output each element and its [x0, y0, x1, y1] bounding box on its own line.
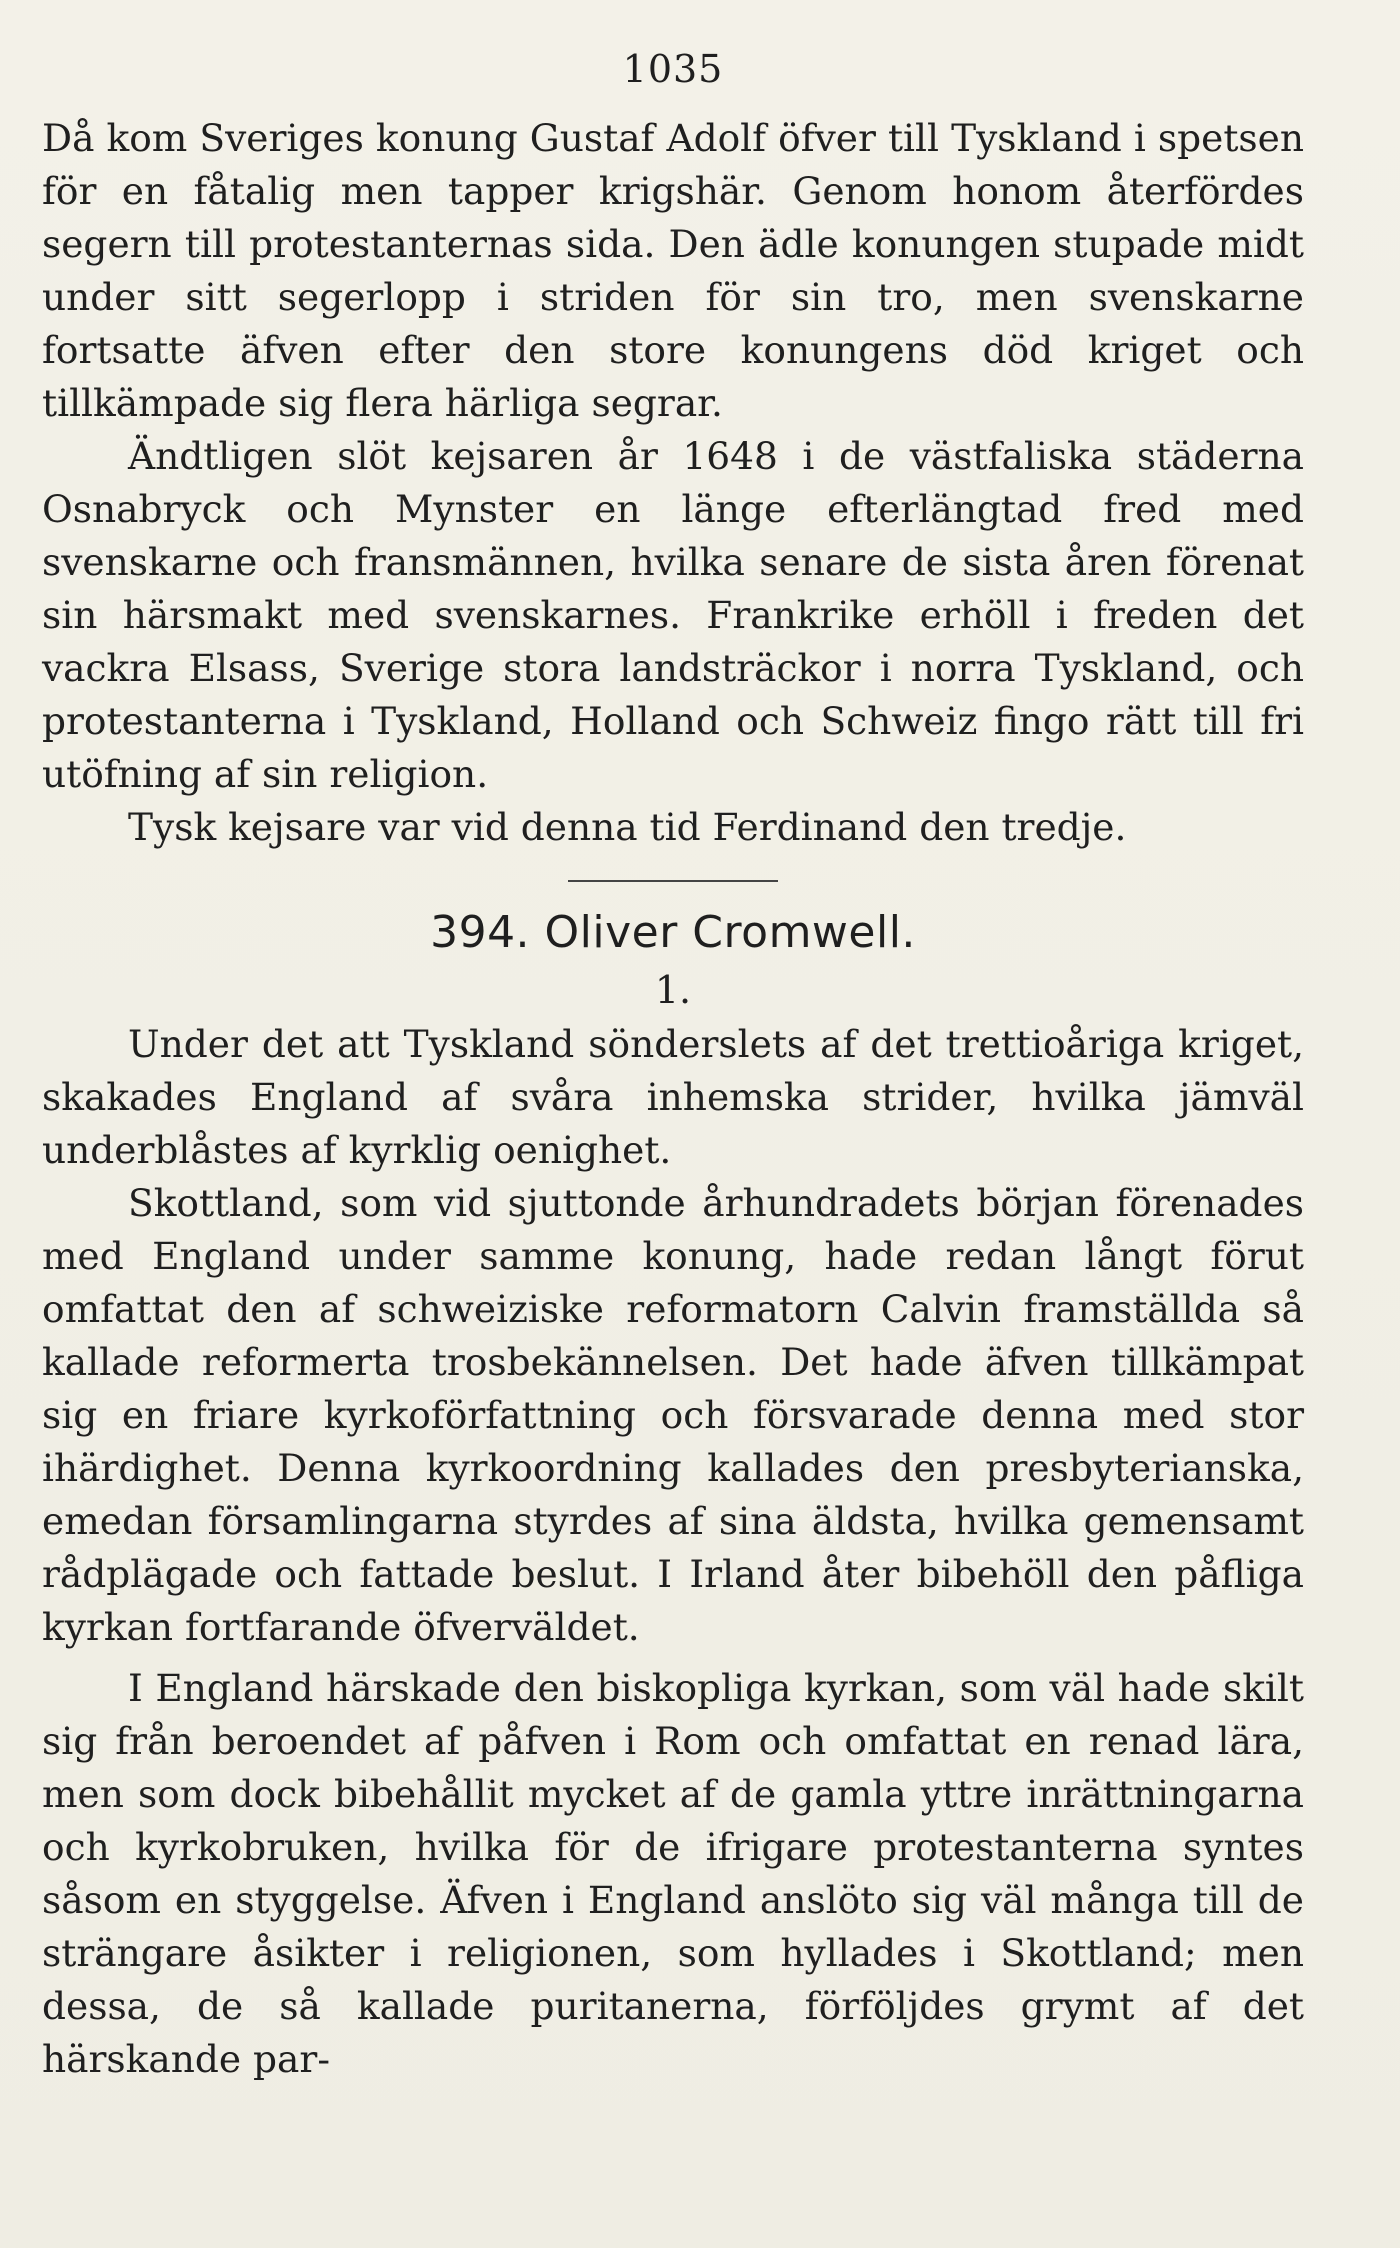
- paragraph-ferdinand: Tysk kejsare var vid denna tid Ferdinand den tredje.: [128, 805, 1127, 849]
- section-heading: 394. Oliver Cromwell.: [430, 907, 916, 958]
- page-number: 1035: [622, 47, 724, 91]
- paragraph-gustaf-adolf: Då kom Sveriges konung Gustaf Adolf öfver till Tyskland i spetsen för en fåtalig men tapper krigshär. Genom honom återfördes segern till protestanternas sida. Den ädle konungen stupade midt under sitt segerlopp i striden för sin tro, men svenskarne fortsatte äfven efter den store konungens död kriget och tillkämpade sig flera härliga segrar.: [42, 116, 1304, 425]
- paragraph-gap: [42, 1654, 1304, 1662]
- paragraph-england-church: I England härskade den biskopliga kyrkan, som väl hade skilt sig från beroendet af påfven i Rom och omfattat en renad lära, men som dock bibehållit mycket af de gamla yttre inrättningarna och kyrkobruken, hvilka för de ifrigare protestanterna syntes såsom en styggelse. Äfven i England anslöto sig väl många till de strängare åsikter i religionen, som hyllades i Skottland; men dessa, de så kallade puritanerna, förföljdes grymt af det härskande par-: [42, 1666, 1304, 2081]
- section-subheading: 1.: [654, 968, 692, 1012]
- section-divider: [42, 880, 1304, 882]
- paragraph-scotland: Skottland, som vid sjuttonde århundradets början förenades med England under samme konung, hade redan långt förut omfattat den af schweiziske reformatorn Calvin framställda så kallade reformerta trosbekännelsen. Det hade äfven tillkämpat sig en friare kyrkoförfattning och försvarade denna med stor ihärdighet. Denna kyrkoordning kallades den presbyterianska, emedan församlingarna styrdes af sina äldsta, hvilka gemensamt rådplägade och fattade beslut. I Irland åter bibehöll den påfliga kyrkan fortfarande öfverväldet.: [42, 1181, 1304, 1649]
- divider-line: [568, 880, 778, 882]
- paragraph-westphalian-peace: Ändtligen slöt kejsaren år 1648 i de västfaliska städerna Osnabryck och Mynster en länge efterlängtad fred med svenskarne och fransmännen, hvilka senare de sista åren förenat sin härsmakt med svenskarnes. Frankrike erhöll i freden det vackra Elsass, Sverige stora landsträckor i norra Tyskland, och protestanterna i Tyskland, Holland och Schweiz fingo rätt till fri utöfning af sin religion.: [42, 434, 1304, 796]
- paragraph-england-strife: Under det att Tyskland sönderslets af det trettioåriga kriget, skakades England af svåra inhemska strider, hvilka jämväl underblåstes af kyrklig oenighet.: [42, 1022, 1304, 1172]
